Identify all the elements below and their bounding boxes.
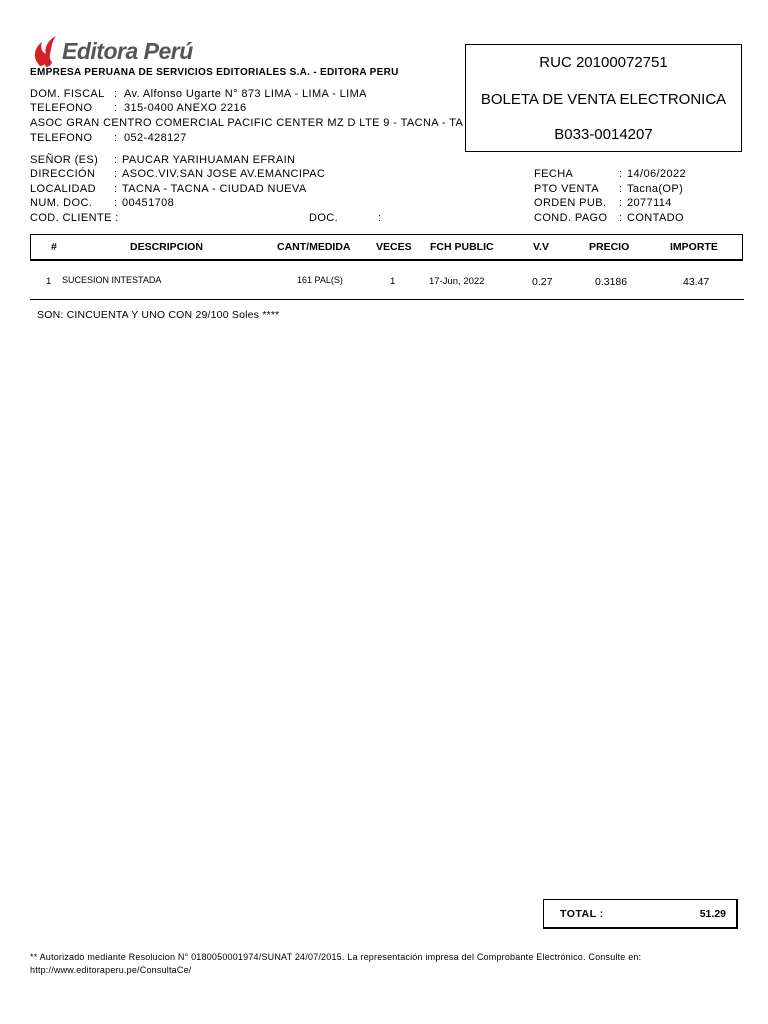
table-bottom-divider	[30, 299, 744, 300]
ordenpub-label: ORDEN PUB.	[534, 197, 607, 209]
footer-line-1: ** Autorizado mediante Resolucion N° 0180050001974/SUNAT 24/07/2015. La representación impresa del Comprobante Electrónico. Consulte en:	[30, 952, 642, 962]
items-table-header	[30, 234, 743, 261]
fecha-value: 14/06/2022	[627, 168, 687, 180]
colon: :	[619, 212, 623, 224]
col-header-importe: IMPORTE	[670, 241, 718, 253]
colon: :	[114, 183, 118, 195]
condpago-label: COND. PAGO	[534, 212, 608, 224]
colon: :	[619, 197, 623, 209]
row-number: 1	[46, 276, 52, 287]
senor-value: PAUCAR YARIHUAMAN EFRAIN	[122, 154, 296, 166]
senor-label: SEÑOR (ES)	[30, 154, 99, 166]
direccion-label: DIRECCIÓN	[30, 168, 96, 180]
row-descripcion: SUCESION INTESTADA	[62, 275, 162, 285]
document-type: BOLETA DE VENTA ELECTRONICA	[480, 91, 727, 108]
condpago-value: CONTADO	[627, 212, 684, 224]
row-precio: 0.3186	[595, 276, 628, 288]
brand-name: Editora Perú	[62, 37, 193, 64]
total-value: 51.29	[699, 908, 726, 920]
colon: :	[114, 197, 118, 209]
row-cant-medida: 161 PAL(S)	[297, 275, 343, 285]
total-label: TOTAL :	[560, 908, 604, 920]
colon: :	[114, 88, 118, 100]
localidad-label: LOCALIDAD	[30, 183, 96, 195]
fecha-label: FECHA	[534, 168, 574, 180]
ptoventa-value: Tacna(OP)	[627, 183, 684, 195]
telefono-value: 315-0400 ANEXO 2216	[124, 102, 247, 114]
telefono-value: 052-428127	[124, 132, 187, 144]
total-box	[543, 899, 738, 929]
doc-label: DOC.	[309, 212, 339, 224]
numdoc-value: 00451708	[122, 197, 175, 209]
flame-logo-icon	[30, 34, 60, 68]
codcliente-label: COD. CLIENTE :	[30, 212, 119, 224]
numdoc-label: NUM. DOC.	[30, 197, 93, 209]
ordenpub-value: 2077114	[627, 197, 672, 209]
ruc-box	[465, 44, 742, 152]
col-header-cant-medida: CANT/MEDIDA	[277, 241, 351, 253]
dom-fiscal-value: Av. Alfonso Ugarte N° 873 LIMA - LIMA - LIMA	[124, 88, 367, 100]
col-header-number: #	[51, 241, 57, 253]
col-header-fch-public: FCH PUBLIC	[430, 241, 494, 253]
footer-link[interactable]: http://www.editoraperu.pe/ConsultaCe/	[30, 965, 192, 975]
telefono-label: TELEFONO	[30, 102, 93, 114]
footer-legal	[30, 951, 730, 977]
telefono-label: TELEFONO	[30, 132, 93, 144]
colon: :	[619, 183, 623, 195]
document-number: B033-0014207	[554, 126, 653, 143]
colon: :	[619, 168, 623, 180]
ruc-number: RUC 20100072751	[539, 54, 668, 71]
colon: :	[114, 132, 118, 144]
row-vv: 0.27	[532, 276, 553, 288]
colon: :	[114, 154, 118, 166]
col-header-descripcion: DESCRIPCION	[130, 241, 203, 253]
dom-fiscal-label: DOM. FISCAL	[30, 88, 105, 100]
row-importe: 43.47	[683, 276, 710, 288]
amount-in-words: SON: CINCUENTA Y UNO CON 29/100 Soles ****	[37, 309, 280, 321]
row-veces: 1	[390, 276, 396, 287]
row-fch-public: 17-Jun, 2022	[429, 276, 485, 287]
direccion-value: ASOC.VIV.SAN JOSE AV.EMANCIPAC	[122, 168, 326, 180]
ptoventa-label: PTO VENTA	[534, 183, 599, 195]
company-name: EMPRESA PERUANA DE SERVICIOS EDITORIALES S.A. - EDITORA PERU	[30, 67, 399, 78]
colon: :	[114, 168, 118, 180]
col-header-veces: VECES	[376, 241, 412, 253]
branch-address: ASOC GRAN CENTRO COMERCIAL PACIFIC CENTER MZ D LTE 9 - TACNA - TA	[30, 117, 464, 129]
editora-peru-logo	[30, 34, 193, 68]
colon: :	[114, 102, 118, 114]
colon: :	[378, 212, 382, 224]
col-header-vv: V.V	[533, 241, 549, 253]
localidad-value: TACNA - TACNA - CIUDAD NUEVA	[122, 183, 307, 195]
col-header-precio: PRECIO	[589, 241, 630, 253]
